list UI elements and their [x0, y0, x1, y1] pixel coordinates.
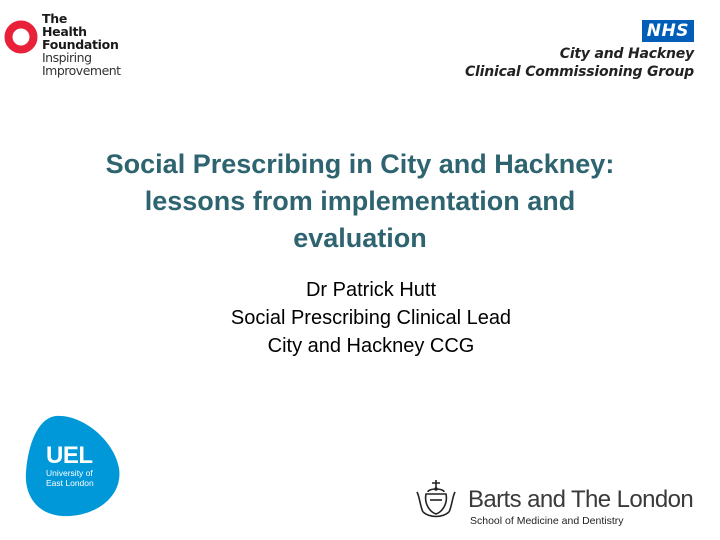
presenter-role: Social Prescribing Clinical Lead — [230, 307, 512, 329]
barts-subtitle: School of Medicine and Dentistry — [470, 515, 624, 527]
title-line-3: evaluation — [293, 223, 427, 253]
uel-wordmark — [46, 444, 94, 488]
title-line-1: Social Prescribing in City and Hackney: — [105, 149, 615, 179]
slide-title — [0, 146, 720, 257]
presenter-info — [0, 276, 720, 360]
uel-sub-line1: University of — [46, 468, 93, 478]
uel-mark: UEL — [46, 442, 93, 469]
hf-line-improvement: Improvement — [42, 63, 121, 78]
uel-logo — [22, 414, 122, 518]
barts-name: Barts and The London — [468, 486, 694, 513]
health-foundation-ring-icon — [4, 20, 38, 54]
barts-crest-icon — [414, 478, 462, 520]
uel-sub-line2: East London — [46, 478, 94, 488]
nhs-org-line2: Clinical Commissioning Group — [464, 64, 694, 80]
barts-logo — [414, 478, 704, 530]
nhs-badge: NHS — [642, 20, 694, 42]
health-foundation-wordmark — [42, 12, 121, 77]
nhs-ccg-logo — [444, 20, 694, 92]
nhs-org-line1: City and Hackney — [559, 46, 694, 62]
hf-line-the: The — [42, 11, 68, 26]
title-line-2: lessons from implementation and — [144, 186, 576, 216]
hf-line-foundation: Foundation — [42, 37, 119, 52]
health-foundation-logo — [4, 12, 144, 80]
presenter-organisation: City and Hackney CCG — [267, 335, 475, 357]
hf-line-health: Health — [42, 24, 87, 39]
hf-line-inspiring: Inspiring — [42, 50, 92, 65]
presenter-name: Dr Patrick Hutt — [305, 279, 437, 301]
